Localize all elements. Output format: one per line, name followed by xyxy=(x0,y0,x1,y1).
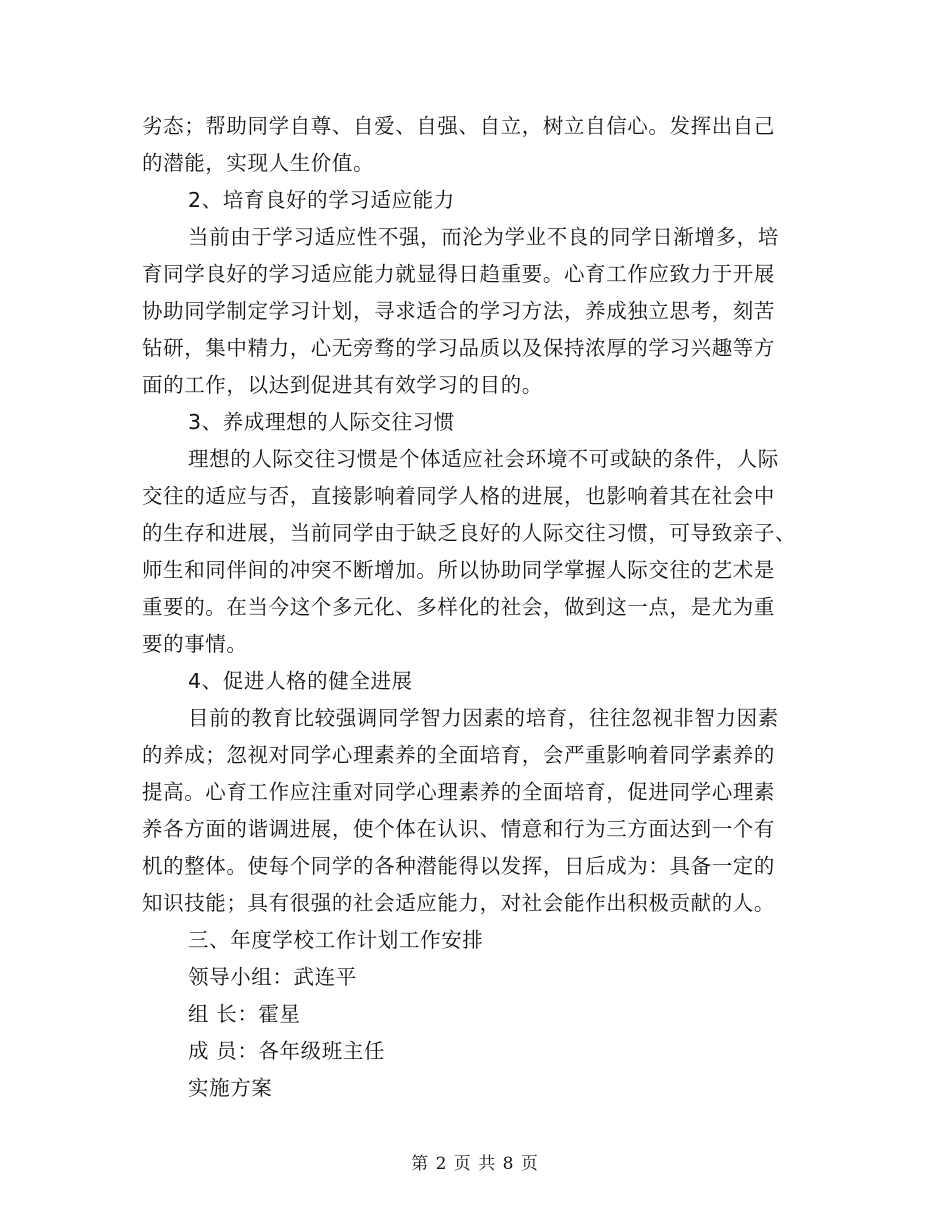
section-heading: 3、养成理想的人际交往习惯 xyxy=(188,410,455,434)
paragraph-line: 目前的教育比较强调同学智力因素的培育，往往忽视非智力因素 xyxy=(188,706,779,730)
paragraph-line: 师生和同伴间的冲突不断增加。所以协助同学掌握人际交往的艺术是 xyxy=(142,558,775,582)
section-heading: 2、培育良好的学习适应能力 xyxy=(188,188,455,212)
page-number: 第 2 页 共 8 页 xyxy=(411,1154,539,1174)
paragraph-line: 劣态；帮助同学自尊、自爱、自强、自立，树立自信心。发挥出自己 xyxy=(142,114,775,138)
list-item: 成 员：各年级班主任 xyxy=(188,1039,386,1063)
section-heading: 三、年度学校工作计划工作安排 xyxy=(188,928,484,952)
paragraph-line: 的潜能，实现人生价值。 xyxy=(142,151,375,175)
list-item: 组 长：霍星 xyxy=(188,1002,301,1026)
paragraph-line: 知识技能；具有很强的社会适应能力，对社会能作出积极贡献的人。 xyxy=(142,891,775,915)
paragraph-line: 机的整体。使每个同学的各种潜能得以发挥，日后成为：具备一定的 xyxy=(142,854,775,878)
paragraph-line: 提高。心育工作应注重对同学心理素养的全面培育，促进同学心理素 xyxy=(142,780,775,804)
paragraph-line: 养各方面的谐调进展，使个体在认识、情意和行为三方面达到一个有 xyxy=(142,817,775,841)
section-heading: 4、促进人格的健全进展 xyxy=(188,669,413,693)
paragraph-line: 协助同学制定学习计划，寻求适合的学习方法，养成独立思考，刻苦 xyxy=(142,299,775,323)
paragraph-line: 钻研，集中精力，心无旁骛的学习品质以及保持浓厚的学习兴趣等方 xyxy=(142,336,775,360)
paragraph-line: 当前由于学习适应性不强，而沦为学业不良的同学日渐增多，培 xyxy=(188,225,779,249)
paragraph-line: 理想的人际交往习惯是个体适应社会环境不可或缺的条件，人际 xyxy=(188,447,779,471)
list-item: 领导小组：武连平 xyxy=(188,965,357,989)
paragraph-line: 要的事情。 xyxy=(142,632,248,656)
paragraph-line: 面的工作，以达到促进其有效学习的目的。 xyxy=(142,373,543,397)
paragraph-line: 重要的。在当今这个多元化、多样化的社会，做到这一点，是尤为重 xyxy=(142,595,775,619)
paragraph-line: 的养成；忽视对同学心理素养的全面培育，会严重影响着同学素养的 xyxy=(142,743,775,767)
paragraph-line: 育同学良好的学习适应能力就显得日趋重要。心育工作应致力于开展 xyxy=(142,262,775,286)
paragraph-line: 交往的适应与否，直接影响着同学人格的进展，也影响着其在社会中 xyxy=(142,484,775,508)
list-item: 实施方案 xyxy=(188,1076,273,1100)
paragraph-line: 的生存和进展，当前同学由于缺乏良好的人际交往习惯，可导致亲子、 xyxy=(142,521,797,545)
